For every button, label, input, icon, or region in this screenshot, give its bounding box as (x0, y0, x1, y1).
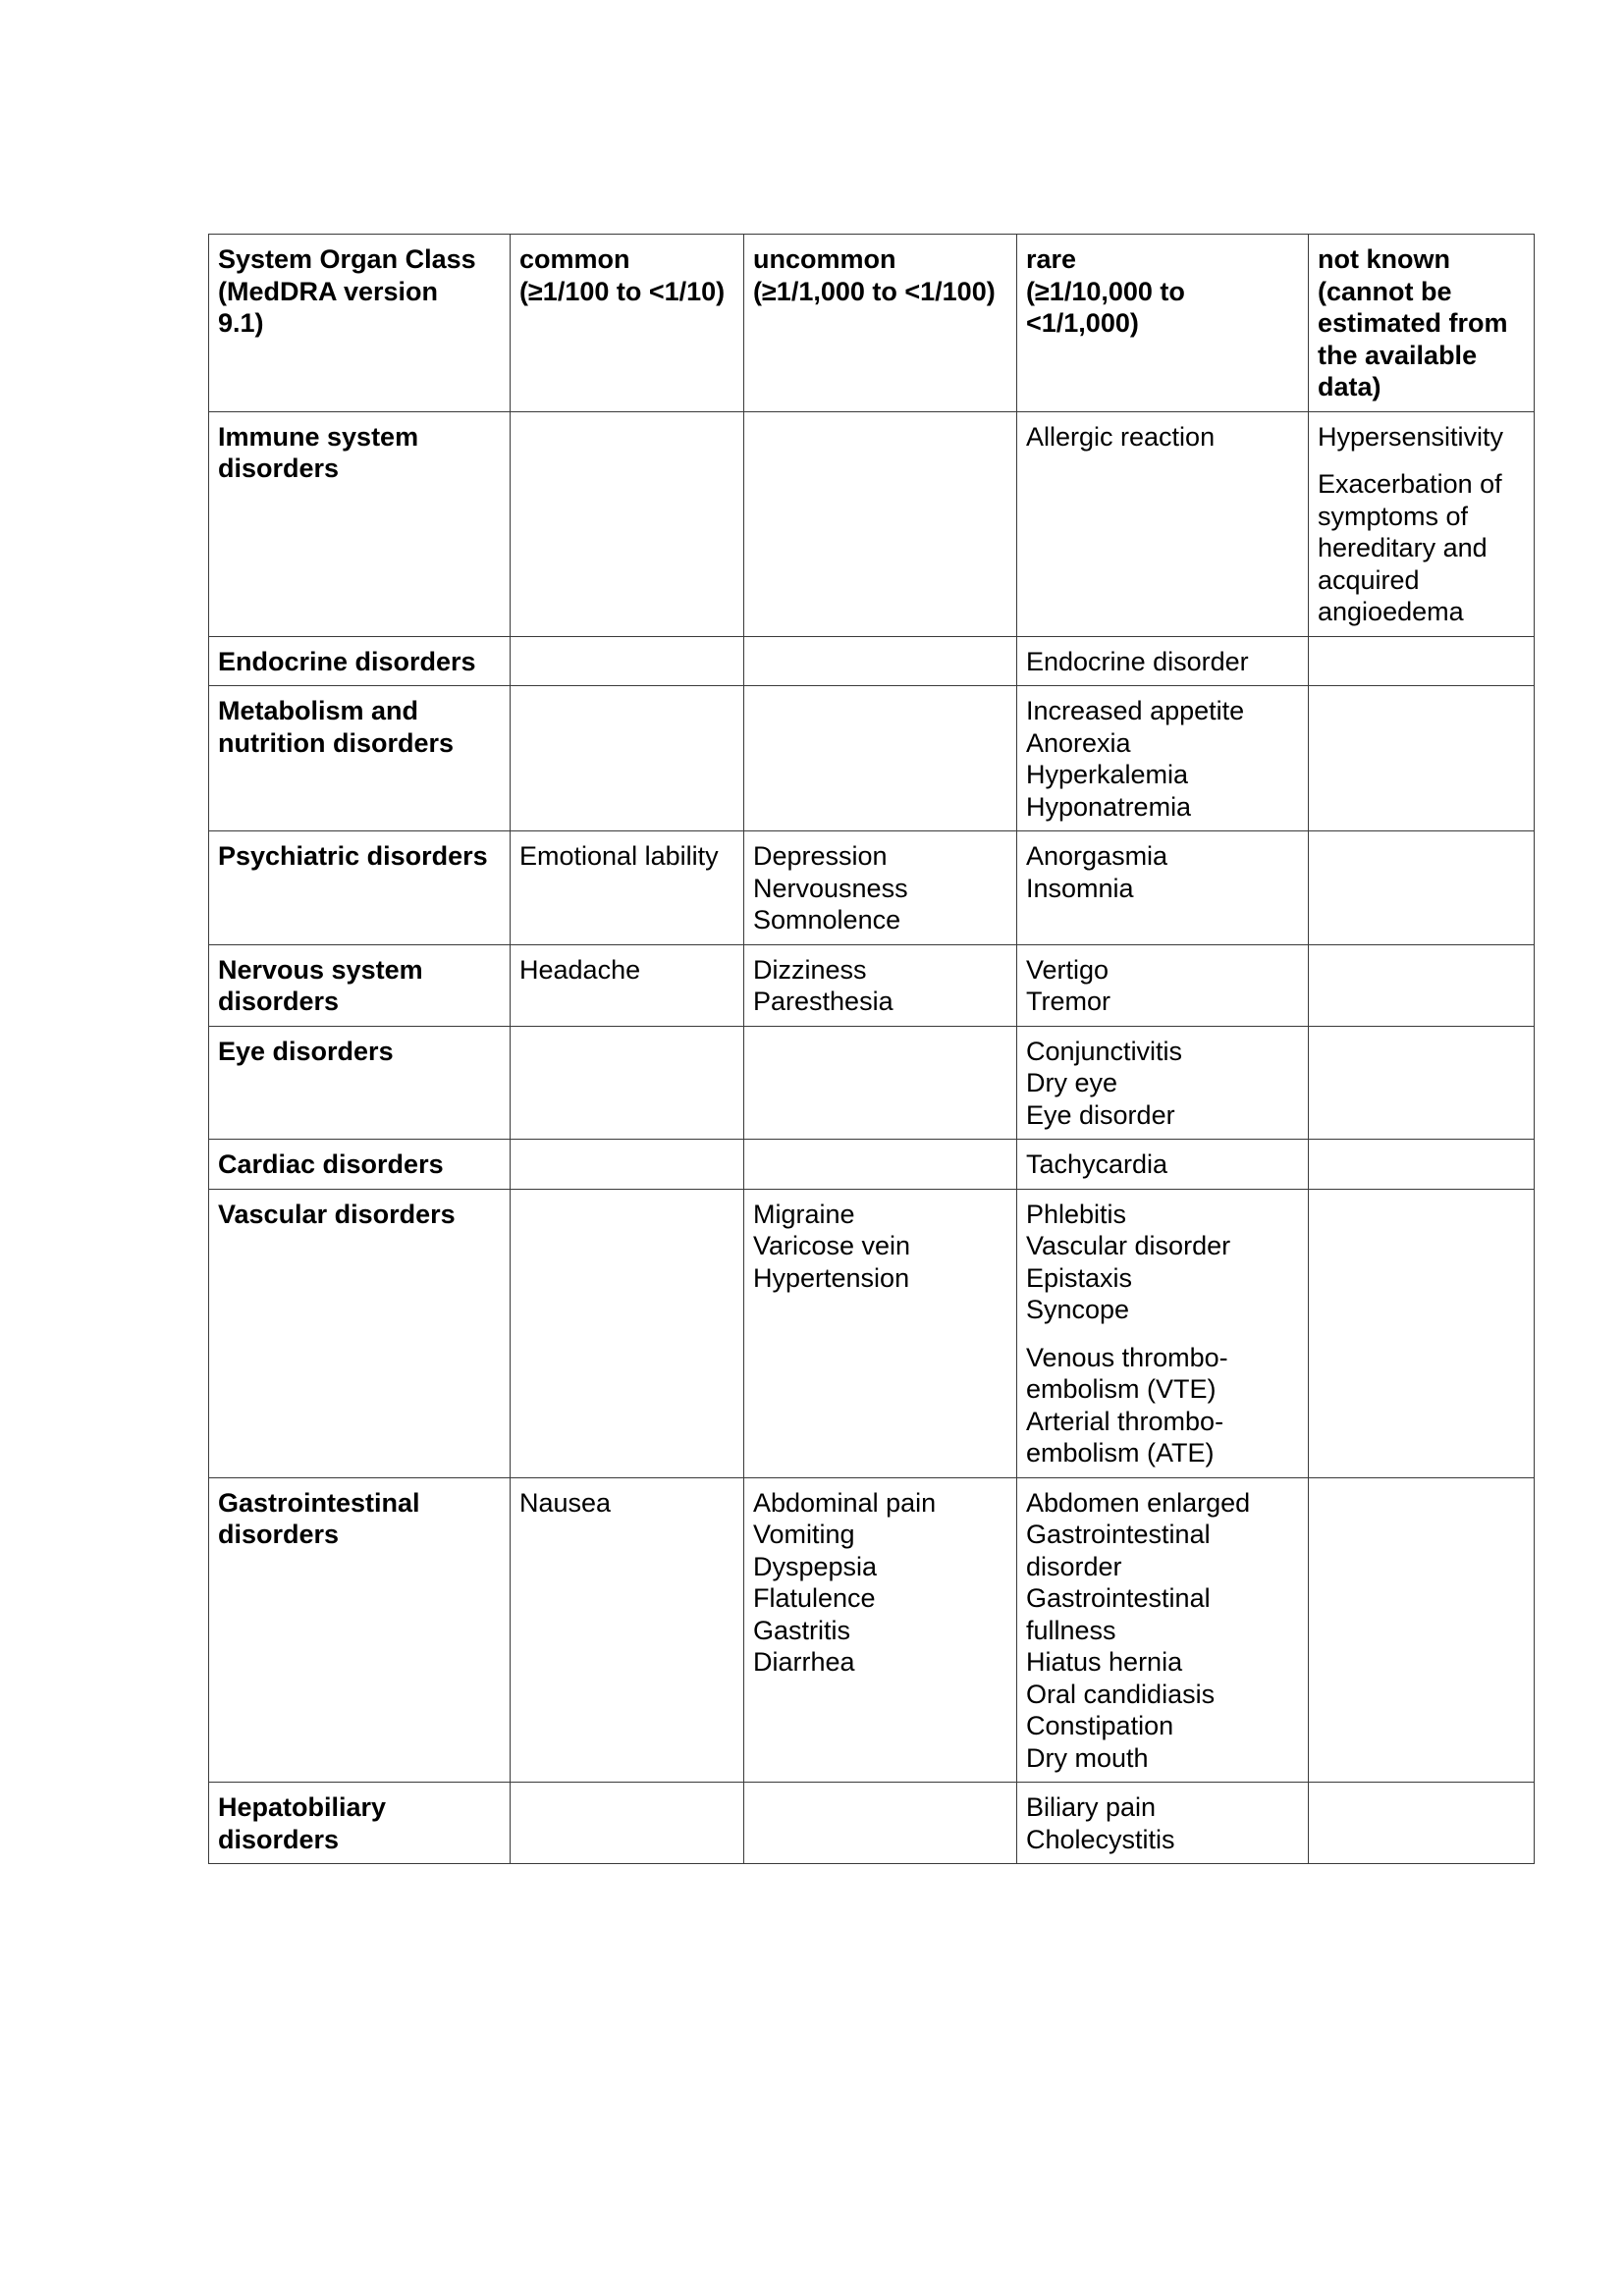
rare-cell (1017, 1783, 1309, 1864)
adverse-reaction-term: disorder (1026, 1551, 1122, 1581)
term-group (1026, 1342, 1299, 1469)
adverse-reaction-term: Vomiting (753, 1520, 855, 1549)
rare-cell (1017, 686, 1309, 831)
header-line: the available (1318, 340, 1478, 370)
soc-line: Endocrine disorders (218, 646, 476, 676)
term-group (1318, 468, 1525, 628)
adverse-reaction-term: Nervousness (753, 873, 908, 903)
adverse-reactions-table (208, 234, 1535, 1864)
adverse-reaction-term: Vertigo (1026, 954, 1110, 985)
uncommon-cell (744, 831, 1017, 945)
table-row (209, 411, 1535, 636)
adverse-reaction-term: Syncope (1026, 1295, 1130, 1324)
adverse-reaction-term: Vascular disorder (1026, 1231, 1231, 1260)
header-line: uncommon (753, 244, 896, 274)
adverse-reaction-term: Hyperkalemia (1026, 760, 1189, 789)
adverse-reaction-term: embolism (VTE) (1026, 1374, 1217, 1404)
term-group (753, 1487, 1007, 1679)
table-header-row (209, 235, 1535, 412)
adverse-reaction-term: Hypertension (753, 1262, 910, 1293)
table-row (209, 1026, 1535, 1140)
table-row (209, 636, 1535, 686)
table-row (209, 831, 1535, 945)
adverse-reaction-term: Eye disorder (1026, 1099, 1175, 1130)
header-not-known (1309, 235, 1535, 412)
term-group (519, 840, 734, 873)
system-organ-class-cell (209, 686, 511, 831)
adverse-reaction-term: Anorexia (1026, 727, 1131, 758)
header-line: rare (1026, 244, 1077, 274)
adverse-reaction-term: Insomnia (1026, 873, 1134, 903)
uncommon-cell (744, 411, 1017, 636)
adverse-reaction-term: Dry eye (1026, 1068, 1118, 1097)
adverse-reaction-term: Nausea (519, 1487, 612, 1518)
adverse-reaction-term: Migraine (753, 1199, 855, 1229)
soc-line: Immune system (218, 421, 419, 452)
common-cell (511, 1140, 744, 1190)
uncommon-cell (744, 1189, 1017, 1477)
term-group (1026, 1487, 1299, 1775)
header-line: (≥1/1,000 to <1/100) (753, 276, 996, 306)
adverse-reaction-term: Allergic reaction (1026, 421, 1216, 452)
system-organ-class-cell (209, 1783, 511, 1864)
adverse-reaction-term: Exacerbation of (1318, 469, 1502, 499)
adverse-reaction-term: Hyponatremia (1026, 791, 1192, 822)
common-cell (511, 831, 744, 945)
adverse-reaction-term: Arterial thrombo- (1026, 1406, 1224, 1436)
not-known-cell (1309, 1140, 1535, 1190)
table-row (209, 1140, 1535, 1190)
rare-cell (1017, 944, 1309, 1026)
soc-line: disorders (218, 987, 340, 1016)
adverse-reaction-term: Epistaxis (1026, 1262, 1133, 1293)
soc-line: Hepatobiliary (218, 1792, 387, 1822)
adverse-reaction-term: Venous thrombo- (1026, 1342, 1228, 1372)
adverse-reaction-term: angioedema (1318, 597, 1464, 626)
header-line: System Organ Class (218, 244, 476, 274)
soc-line: disorders (218, 454, 340, 483)
system-organ-class-cell (209, 1140, 511, 1190)
adverse-reaction-term: Flatulence (753, 1583, 876, 1613)
adverse-reaction-term: Conjunctivitis (1026, 1036, 1183, 1066)
adverse-reaction-term: Abdominal pain (753, 1487, 937, 1518)
not-known-cell (1309, 831, 1535, 945)
soc-line: Psychiatric disorders (218, 841, 488, 871)
term-group (519, 954, 734, 987)
adverse-reaction-term: Somnolence (753, 905, 901, 934)
adverse-reaction-term: Increased appetite (1026, 696, 1245, 725)
soc-line: Nervous system (218, 954, 423, 985)
header-line: common (519, 244, 630, 274)
header-system-organ-class (209, 235, 511, 412)
term-group (1026, 695, 1299, 823)
adverse-reaction-term: acquired (1318, 564, 1420, 595)
term-group (1318, 421, 1525, 454)
adverse-reaction-term: Oral candidiasis (1026, 1679, 1216, 1709)
header-line: estimated from (1318, 308, 1508, 338)
header-line: (≥1/10,000 to (1026, 276, 1185, 306)
system-organ-class-cell (209, 636, 511, 686)
soc-line: Gastrointestinal (218, 1487, 420, 1518)
common-cell (511, 1783, 744, 1864)
not-known-cell (1309, 411, 1535, 636)
term-group (1026, 1791, 1299, 1855)
adverse-reaction-term: Biliary pain (1026, 1792, 1157, 1822)
term-group (1026, 1148, 1299, 1181)
soc-line: Vascular disorders (218, 1199, 456, 1229)
adverse-reaction-term: Constipation (1026, 1711, 1174, 1740)
table-row (209, 1477, 1535, 1783)
adverse-reaction-term: Dizziness (753, 954, 867, 985)
adverse-reaction-term: Gastritis (753, 1615, 851, 1645)
common-cell (511, 636, 744, 686)
term-group (753, 954, 1007, 1018)
system-organ-class-cell (209, 1189, 511, 1477)
uncommon-cell (744, 1477, 1017, 1783)
header-line: (≥1/100 to <1/10) (519, 276, 726, 306)
uncommon-cell (744, 1783, 1017, 1864)
term-group (1026, 421, 1299, 454)
adverse-reaction-term: symptoms of (1318, 501, 1469, 531)
header-line: not known (1318, 244, 1450, 274)
adverse-reaction-term: Tachycardia (1026, 1149, 1168, 1179)
table-body (209, 411, 1535, 1864)
soc-line: Metabolism and (218, 696, 419, 725)
soc-line: Cardiac disorders (218, 1149, 444, 1179)
header-common (511, 235, 744, 412)
adverse-reaction-term: Dry mouth (1026, 1742, 1149, 1773)
adverse-reaction-term: Gastrointestinal (1026, 1583, 1211, 1613)
term-group (1026, 954, 1299, 1018)
table-row (209, 686, 1535, 831)
soc-line: disorders (218, 1824, 340, 1854)
adverse-reaction-term: hereditary and (1318, 533, 1488, 562)
uncommon-cell (744, 1140, 1017, 1190)
rare-cell (1017, 831, 1309, 945)
uncommon-cell (744, 1026, 1017, 1140)
common-cell (511, 944, 744, 1026)
system-organ-class-cell (209, 831, 511, 945)
term-group (519, 1487, 734, 1520)
header-uncommon (744, 235, 1017, 412)
system-organ-class-cell (209, 1477, 511, 1783)
adverse-reaction-term: fullness (1026, 1615, 1116, 1645)
header-line: <1/1,000) (1026, 308, 1139, 338)
table-row (209, 1783, 1535, 1864)
adverse-reaction-term: Diarrhea (753, 1647, 855, 1677)
term-group (1026, 1036, 1299, 1132)
header-line: (MedDRA version (218, 276, 439, 306)
soc-line: disorders (218, 1520, 340, 1549)
not-known-cell (1309, 1783, 1535, 1864)
term-group (753, 1199, 1007, 1295)
term-group (753, 840, 1007, 936)
adverse-reaction-term: Hiatus hernia (1026, 1647, 1183, 1677)
system-organ-class-cell (209, 944, 511, 1026)
header-rare (1017, 235, 1309, 412)
header-line: 9.1) (218, 308, 264, 338)
adverse-reaction-term: Emotional lability (519, 841, 719, 871)
adverse-reaction-term: Paresthesia (753, 987, 893, 1016)
common-cell (511, 411, 744, 636)
soc-line: Eye disorders (218, 1036, 394, 1066)
adverse-reaction-term: Dyspepsia (753, 1551, 878, 1581)
uncommon-cell (744, 636, 1017, 686)
adverse-reaction-term: Cholecystitis (1026, 1824, 1175, 1854)
term-group (1026, 646, 1299, 678)
not-known-cell (1309, 636, 1535, 686)
adverse-reaction-term: Gastrointestinal (1026, 1520, 1211, 1549)
table-row (209, 944, 1535, 1026)
not-known-cell (1309, 686, 1535, 831)
adverse-reaction-term: Headache (519, 954, 641, 985)
system-organ-class-cell (209, 411, 511, 636)
adverse-reaction-term: Phlebitis (1026, 1199, 1127, 1229)
table-row (209, 1189, 1535, 1477)
rare-cell (1017, 411, 1309, 636)
header-line: data) (1318, 372, 1381, 401)
uncommon-cell (744, 944, 1017, 1026)
adverse-reaction-term: Abdomen enlarged (1026, 1487, 1251, 1518)
adverse-reaction-term: embolism (ATE) (1026, 1438, 1215, 1468)
not-known-cell (1309, 1026, 1535, 1140)
system-organ-class-cell (209, 1026, 511, 1140)
soc-line: nutrition disorders (218, 727, 455, 758)
adverse-reaction-term: Hypersensitivity (1318, 421, 1504, 452)
rare-cell (1017, 636, 1309, 686)
not-known-cell (1309, 944, 1535, 1026)
rare-cell (1017, 1140, 1309, 1190)
uncommon-cell (744, 686, 1017, 831)
not-known-cell (1309, 1477, 1535, 1783)
rare-cell (1017, 1026, 1309, 1140)
adverse-reaction-term: Endocrine disorder (1026, 646, 1249, 676)
adverse-reaction-term: Varicose vein (753, 1231, 911, 1260)
header-line: (cannot be (1318, 276, 1452, 306)
common-cell (511, 1189, 744, 1477)
common-cell (511, 1477, 744, 1783)
common-cell (511, 686, 744, 831)
adverse-reaction-term: Tremor (1026, 987, 1110, 1016)
common-cell (511, 1026, 744, 1140)
adverse-reaction-term: Depression (753, 841, 888, 871)
rare-cell (1017, 1189, 1309, 1477)
adverse-reaction-term: Anorgasmia (1026, 841, 1168, 871)
term-group (1026, 840, 1299, 904)
not-known-cell (1309, 1189, 1535, 1477)
term-group (1026, 1199, 1299, 1326)
rare-cell (1017, 1477, 1309, 1783)
